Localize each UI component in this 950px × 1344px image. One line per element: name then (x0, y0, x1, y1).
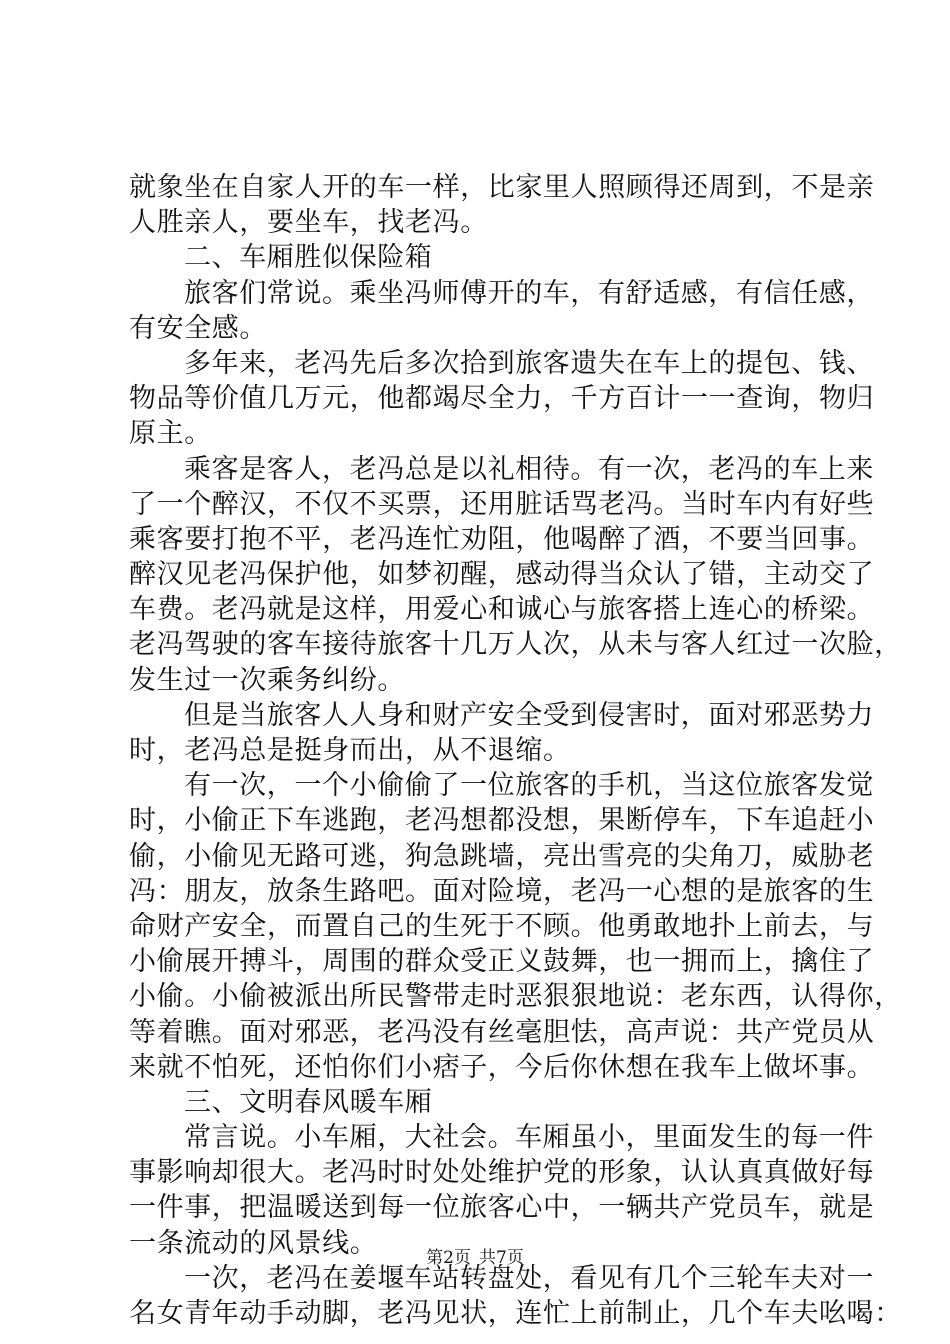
text-line: 原主。 (129, 418, 212, 450)
text-line: 冯：朋友，放条生路吧。面对险境，老冯一心想的是旅客的生 (129, 875, 875, 907)
text-line: 时，老冯总是挺身而出，从不退缩。 (129, 735, 571, 766)
text-line: 有安全感。 (129, 312, 267, 344)
text-line: 小偷展开搏斗，周围的群众受正义鼓舞，也一拥而上，擒住了 (129, 946, 875, 978)
text-line: 三、文明春风暖车厢 (184, 1086, 433, 1118)
text-line: 就象坐在自家人开的车一样，比家里人照顾得还周到，不是亲 (129, 172, 875, 203)
text-line: 一次，老冯在姜堰车站转盘处，看见有几个三轮车夫对一 (184, 1262, 874, 1294)
text-line: 车费。老冯就是这样，用爱心和诚心与旅客搭上连心的桥梁。 (129, 594, 875, 626)
text-line: 二、车厢胜似保险箱 (184, 242, 433, 274)
text-line: 命财产安全，而置自己的生死于不顾。他勇敢地扑上前去，与 (129, 910, 875, 942)
text-line: 一件事，把温暖送到每一位旅客心中，一辆共产党员车，就是 (129, 1192, 875, 1224)
text-line: 偷，小偷见无路可逃，狗急跳墙，亮出雪亮的尖角刀，威胁老 (129, 840, 875, 872)
page-footer (0, 1247, 950, 1269)
text-line: 人胜亲人，要坐车，找老冯。 (129, 207, 488, 239)
text-line: 来就不怕死，还怕你们小痞子，今后你休想在我车上做坏事。 (129, 1051, 875, 1083)
text-line: 有一次，一个小偷偷了一位旅客的手机，当这位旅客发觉 (184, 770, 874, 802)
text-line: 物品等价值几万元，他都竭尽全力，千方百计一一查询，物归 (129, 383, 875, 415)
text-line: 了一个醉汉，不仅不买票，还用脏话骂老冯。当时车内有好些 (129, 488, 875, 520)
text-line: 常言说。小车厢，大社会。车厢虽小，里面发生的每一件 (184, 1122, 874, 1154)
text-line: 多年来，老冯先后多次拾到旅客遗失在车上的提包、钱、 (184, 347, 874, 379)
text-line: 乘客要打抱不平，老冯连忙劝阻，他喝醉了酒，不要当回事。 (129, 523, 875, 555)
page-number: 第2页 (426, 1248, 471, 1268)
text-line: 旅客们常说。乘坐冯师傅开的车，有舒适感，有信任感， (184, 277, 874, 309)
page-total: 共7页 (479, 1248, 524, 1268)
text-line: 老冯驾驶的客车接待旅客十几万人次，从未与客人红过一次脸， (129, 629, 902, 661)
text-line: 小偷。小偷被派出所民警带走时恶狠狠地说：老东西，认得你， (129, 981, 902, 1013)
text-line: 时，小偷正下车逃跑，老冯想都没想，果断停车，下车追赶小 (129, 805, 875, 837)
text-line: 一条流动的风景线。 (129, 1227, 378, 1259)
text-line: 事影响却很大。老冯时时处处维护党的形象，认认真真做好每 (129, 1157, 875, 1189)
text-line: 但是当旅客人人身和财产安全受到侵害时，面对邪恶势力 (184, 699, 874, 731)
text-line: 名女青年动手动脚，老冯见状，连忙上前制止，几个车夫吆喝： (129, 1298, 902, 1329)
text-line: 醉汉见老冯保护他，如梦初醒，感动得当众认了错，主动交了 (129, 559, 875, 591)
text-line: 乘客是客人，老冯总是以礼相待。有一次，老冯的车上来 (184, 453, 874, 485)
text-line: 发生过一次乘务纠纷。 (129, 664, 405, 696)
text-line: 等着瞧。面对邪恶，老冯没有丝毫胆怯，高声说：共产党员从 (129, 1016, 875, 1048)
body-text (129, 170, 902, 1331)
